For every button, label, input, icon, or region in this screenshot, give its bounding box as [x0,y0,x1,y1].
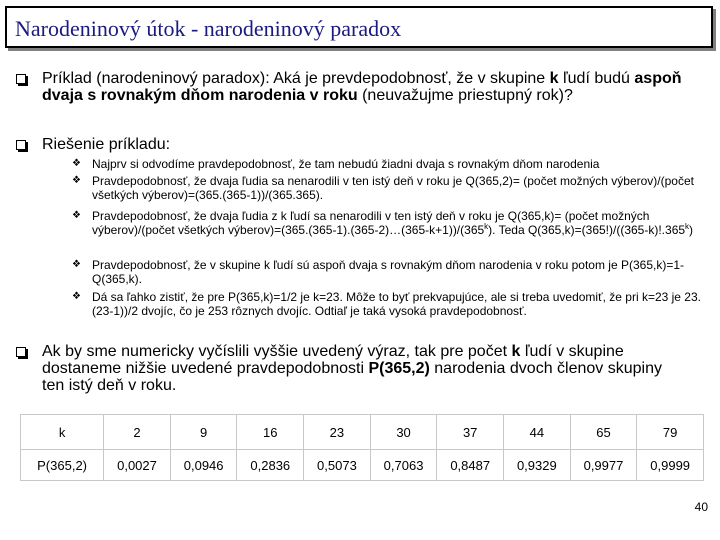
page-number: 40 [694,500,708,514]
table-cell: 44 [504,415,571,450]
table-cell: 0,0027 [104,450,171,481]
table-cell: 0,2836 [237,450,304,481]
table-cell: 0,0946 [170,450,237,481]
table-row-k [21,415,704,450]
sub3-part-a: Pravdepodobnosť, že dvaja ľudia z k ľudí sa nenarodili v ten istý deň v roku je Q(365,k)= (počet možných výberov)/(počet všetkých výberov)=(365.(365-1).(365-2)…(365-k+1))/(365 [92,209,650,237]
sub-item-2: Pravdepodobnosť, že dvaja ľudia sa nenarodili v ten istý deň v roku je Q(365,2)= (počet možných výberov)/(počet všetkých výberov)=(365.(365-1))/(365.365). [92,174,694,202]
sub-item-1: Najprv si odvodíme pravdepodobnosť, že tam nebudú žiadni dvaja s rovnakým dňom narodenia [92,157,600,171]
question-text [42,70,682,104]
q1-part-a: Príklad (narodeninový paradox): Aká je prevdepodobnosť, že v skupine [42,70,550,87]
square-bullet-icon [16,140,26,150]
conclusion-text [42,343,682,394]
table-cell: 0,8487 [437,450,504,481]
q3-part-a: Ak by sme numericky vyčíslili vyššie uvedený výraz, tak pre počet [42,343,512,360]
q1-part-d: (neuvažujme priestupný rok)? [357,87,573,104]
q3-part-b: ľudí v skupine dostaneme nižšie uvedené pravdepodobnosti [42,343,624,377]
q3-emphasis: P(365,2) [368,360,430,377]
square-bullet-icon [16,347,26,357]
table-cell: 0,7063 [370,450,437,481]
solution-heading: Riešenie príkladu: [42,136,171,153]
table-cell: 0,5073 [304,450,371,481]
sub3-part-c: ) [689,223,694,237]
table-cell: 65 [570,415,637,450]
slide-title: Narodeninový útok - narodeninový paradox [15,16,402,41]
diamond-bullet-icon: ❖ [72,291,81,302]
sub3-exponent-2: k [685,222,690,231]
diamond-bullet-icon: ❖ [72,210,81,221]
square-bullet-icon [16,74,26,84]
diamond-bullet-icon: ❖ [72,158,81,169]
q1-emphasis: aspoň dvaja s rovnakým dňom narodenia v roku [42,70,682,104]
table-cell: 30 [370,415,437,450]
table-cell: 16 [237,415,304,450]
sub-item-3 [92,209,702,237]
sub-item-4: Pravdepodobnosť, že v skupine k ľudí sú aspoň dvaja s rovnakým dňom narodenia v roku potom je P(365,k)=1-Q(365,k). [92,258,684,286]
diamond-bullet-icon: ❖ [72,259,81,270]
table-row-probability [21,450,704,481]
table-cell: 0,9999 [637,450,704,481]
table-cell: 9 [170,415,237,450]
table-cell: 2 [104,415,171,450]
table-cell: 23 [304,415,371,450]
title-box [5,6,713,48]
table-cell: 37 [437,415,504,450]
q3-k: k [511,343,521,360]
diamond-bullet-icon: ❖ [72,175,81,186]
q1-k: k [549,70,559,87]
sub3-exponent-1: k [484,222,489,231]
sub-item-5: Dá sa ľahko zistiť, že pre P(365,k)=1/2 je k=23. Môže to byť prekvapujúce, ale si treba uvedomiť, že pri k=23 je 23.(23-1))/2 dvojíc, čo je 253 rôznych dvojíc. Odtiaľ je taká vysoká pravdepodobnosť. [92,290,701,318]
q1-part-b: ľudí budú [558,70,635,87]
table-cell: k [21,415,104,450]
table-cell: P(365,2) [21,450,104,481]
probability-table [20,414,704,481]
table-cell: 79 [637,415,704,450]
sub3-part-b: ). Teda Q(365,k)=(365!)/((365-k)!.365 [488,223,686,237]
q3-part-d: narodenia dvoch členov skupiny ten istý deň v roku. [42,360,662,394]
table-cell: 0,9329 [504,450,571,481]
table-cell: 0,9977 [570,450,637,481]
